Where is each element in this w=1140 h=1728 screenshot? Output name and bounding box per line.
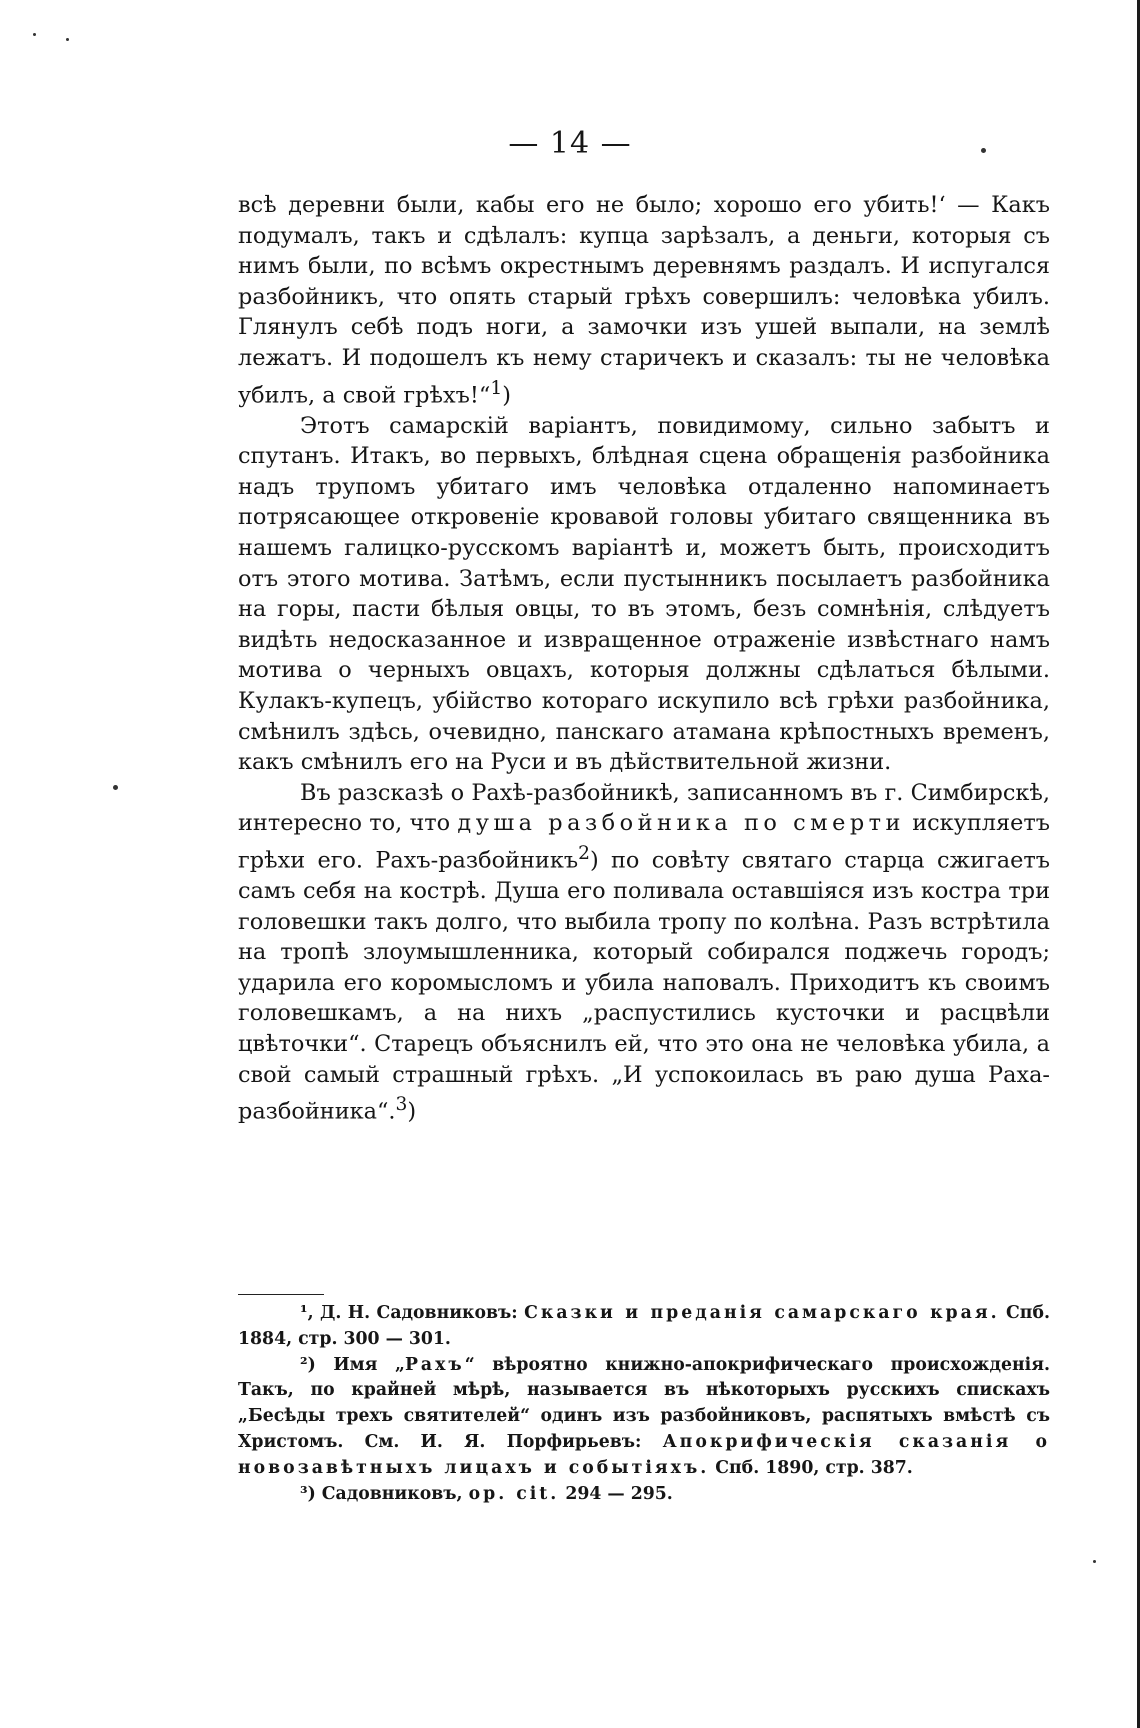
- footnote-2-mark: ²): [300, 1354, 316, 1375]
- paragraph-3: [238, 778, 1050, 1127]
- paragraph-3-spaced-emphasis: душа разбойника по смерти: [457, 810, 905, 837]
- footnote-ref-3: 3: [395, 1094, 408, 1116]
- paragraph-3-end: ): [407, 1098, 417, 1125]
- page-number: — 14 —: [508, 126, 632, 161]
- footnote-1-imprint: Спб. 1884, стр. 300 — 301.: [238, 1303, 1050, 1349]
- footnote-ref-2: 2: [578, 842, 590, 864]
- ink-speck: [113, 785, 118, 790]
- footnote-3-mark: ³): [300, 1483, 316, 1504]
- footnote-1-mark: ¹,: [300, 1303, 314, 1323]
- footnote-1: [238, 1301, 1050, 1353]
- paragraph-3-text-a: Въ разсказѣ о Рахѣ-разбойникѣ, записанномъ въ г. Симбирскѣ, интересно то, что: [238, 779, 1050, 837]
- footnote-3-pages: 294 — 295.: [565, 1483, 673, 1504]
- footnote-ref-1: 1: [490, 377, 503, 399]
- paragraph-3-text-b: искупляетъ грѣхи его. Рахъ-разбойникъ: [238, 810, 1051, 874]
- footnote-3-author: Садовниковъ,: [321, 1483, 463, 1504]
- footnote-2-name: Рахъ: [404, 1354, 465, 1375]
- footnote-separator: [238, 1294, 324, 1295]
- footnote-3: [238, 1482, 1050, 1508]
- paragraph-1: [238, 190, 1050, 411]
- paragraph-1-text: всѣ деревни были, кабы его не было; хорошо его убить!‘ — Какъ подумалъ, такъ и сдѣлалъ: купца зарѣзалъ, а деньги, которыя съ нимъ были, по всѣмъ окрестнымъ деревнямъ раздалъ. И испугался разбойникъ, что опять старый грѣхъ совершилъ: человѣка убилъ. Глянулъ себѣ подъ ноги, а замочки изъ ушей выпали, на землѣ лежатъ. И подошелъ къ нему старичекъ и сказалъ: ты не человѣка убилъ, а свой грѣхъ!“: [238, 192, 1050, 409]
- footnote-2-imprint: Спб. 1890, стр. 387.: [715, 1457, 913, 1478]
- paragraph-1-end: ): [502, 382, 511, 409]
- paragraph-2: Этотъ самарскій варіантъ, повидимому, сильно забытъ и спутанъ. Итакъ, во первыхъ, блѣдная сцена обращенія разбойника надъ трупомъ убитаго имъ человѣка отдаленно напоминаетъ потрясающее откровеніе кровавой головы убитаго священника въ нашемъ галицко-русскомъ варіантѣ и, можетъ быть, происходитъ отъ этого мотива. Затѣмъ, если пустынникъ посылаетъ разбойника на горы, пасти бѣлыя овцы, то въ этомъ, безъ сомнѣнія, слѣдуетъ видѣть недосказанное и извращенное отраженіе извѣстнаго намъ мотива о черныхъ овцахъ, которыя должны сдѣлаться бѣлыми. Кулакъ-купецъ, убійство котораго искупило всѣ грѣхи разбойника, смѣнилъ здѣсь, очевидно, панскаго атамана крѣпостныхъ временъ, какъ смѣнилъ его на Руси и въ дѣйствительной жизни.: [238, 412, 1050, 776]
- footnote-3-op-cit: op. cit.: [468, 1483, 560, 1504]
- footnote-1-title: Сказки и преданія самарскаго края.: [524, 1303, 1000, 1323]
- ink-speck: [33, 33, 36, 36]
- ink-speck: [66, 38, 69, 41]
- ink-speck: [1093, 1560, 1096, 1563]
- footnote-2-text-a: Имя „: [333, 1354, 405, 1375]
- footnote-2-title: Апокрифическія сказанія о новозавѣтныхъ лицахъ и событіяхъ.: [238, 1431, 1050, 1478]
- body-text: [238, 190, 1050, 1127]
- footnote-2: [238, 1353, 1050, 1482]
- footnote-1-author: Д. Н. Садовниковъ:: [320, 1303, 518, 1323]
- footnote-2-text-b: “ вѣроятно книжно-апокрифическаго происхожденія. Такъ, по крайней мѣрѣ, называется въ нѣкоторыхъ русскихъ спискахъ „Бесѣды трехъ святителей“ одинъ изъ разбойниковъ, распятыхъ вмѣстѣ съ Христомъ. См. И. Я. Порфирьевъ:: [238, 1354, 1050, 1452]
- footnotes: [238, 1301, 1050, 1507]
- paragraph-3-text-c: ) по совѣту святаго старца сжигаетъ самъ себя на кострѣ. Душа его поливала оставшіяся изъ костра три головешки такъ долго, что выбила тропу по колѣна. Разъ встрѣтила на тропѣ злоумышленника, который собирался поджечь городъ; ударила его коромысломъ и убила наповалъ. Приходитъ къ своимъ головешкамъ, а на нихъ „распустились кусточки и расцвѣли цвѣточки“. Старецъ объяснилъ ей, что это она не человѣка убила, а свой самый страшный грѣхъ. „И успокоилась въ раю душа Раха-разбойника“.: [238, 847, 1051, 1125]
